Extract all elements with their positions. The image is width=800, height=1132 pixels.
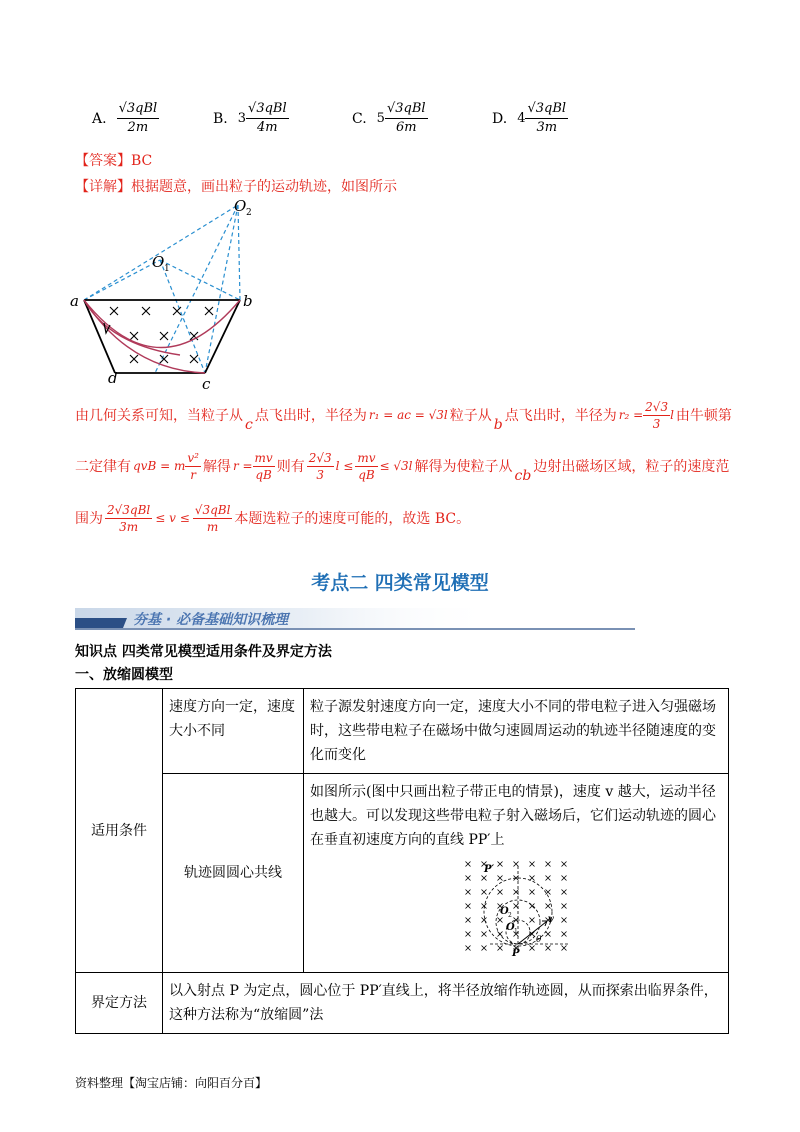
option-b-label: B. [213, 110, 228, 127]
explain-text: 粒子从 [449, 408, 492, 424]
field-cross [498, 862, 503, 867]
banner-text: 夯基 · 必备基础知识梳理 [133, 612, 289, 628]
field-cross [482, 932, 487, 937]
field-cross [546, 946, 551, 951]
explain-text: 则有 [276, 459, 305, 475]
option-d-label: D. [492, 110, 508, 127]
model-heading: 一、放缩圆模型 [75, 667, 173, 683]
explain-text: 本题选粒子的速度可能的，故选 BC。 [234, 511, 471, 527]
point-c-label: c [202, 375, 211, 390]
field-cross [530, 876, 535, 881]
explain-line-1 [75, 395, 735, 435]
section-title: 考点二 四类常见模型 [311, 572, 489, 594]
detail-tag: 【详解】 [75, 179, 131, 195]
field-cross [466, 946, 471, 951]
field-cross [466, 932, 471, 937]
explain-text: 点飞出时，半径为 [504, 408, 617, 424]
equation-fraction: $\frac{2√3}{3}$ [308, 450, 332, 482]
trajectory-figure [60, 195, 270, 390]
explain-text: 点飞出时，半径为 [254, 408, 367, 424]
equation-fraction: $\frac{\text{v²}}{r}$ [187, 450, 199, 482]
condition-cell: 轨迹圆圆心共线 [163, 774, 304, 973]
option-c-label: C. [352, 110, 367, 127]
field-cross [498, 890, 503, 895]
point-a-label: a [70, 292, 79, 310]
field-cross [514, 862, 519, 867]
field-cross [546, 932, 551, 937]
option-c-coef: 5 [376, 111, 385, 126]
equation: r₁ = ac = √3l [368, 408, 448, 422]
explain-text: 解得 [202, 459, 231, 475]
field-cross [530, 918, 535, 923]
point-ref: b [493, 417, 503, 433]
option-d-coef: 4 [517, 111, 526, 126]
option-b-fraction: $\frac{\text{√3qBl}}{4m}$ [248, 101, 287, 135]
equation-part: qvB = m [133, 459, 186, 473]
theta-label: θ [536, 935, 542, 945]
equation-part: l ≤ [335, 459, 354, 473]
field-cross [530, 890, 535, 895]
field-cross [498, 946, 503, 951]
method-cell: 界定方法 [76, 973, 163, 1034]
field-cross [546, 862, 551, 867]
edge-ref: cb [514, 468, 532, 484]
field-cross [482, 946, 487, 951]
explain-line-3 [75, 498, 735, 538]
o1-label: O [506, 922, 515, 933]
option-b-coef: 3 [237, 111, 247, 126]
field-cross [466, 890, 471, 895]
description-cell: 粒子源发射速度方向一定，速度大小不同的带电粒子进入匀强磁场时，这些带电粒子在磁场中做匀速圆周运动的轨迹半径随速度的变化而变化 [304, 689, 729, 774]
field-cross [482, 890, 487, 895]
field-cross [562, 890, 567, 895]
table-row [76, 689, 729, 774]
explain-text: 由牛顿第 [675, 408, 732, 424]
field-cross [562, 904, 567, 909]
field-cross [562, 918, 567, 923]
answer-tag: 【答案】 [75, 153, 131, 169]
footer-text: 资料整理【淘宝店铺：向阳百分百】 [75, 1076, 268, 1090]
explain-line-2 [75, 446, 735, 486]
answer-value: BC [131, 153, 153, 169]
equation-fraction: $\frac{\text{2√3qBl}}{3m}$ [107, 502, 151, 534]
v-label: v [548, 914, 554, 925]
answer-line [75, 150, 152, 170]
p-prime-label: P′ [484, 864, 495, 875]
point-o1-label: O [152, 253, 165, 271]
table-row [76, 973, 729, 1034]
field-cross [562, 876, 567, 881]
field-cross [546, 904, 551, 909]
explain-text: 围为 [75, 511, 103, 527]
equation [233, 450, 275, 483]
equation-fraction: $\frac{mv}{qB}$ [254, 450, 273, 482]
equation-fraction: $\frac{2√3}{3}$ [645, 399, 669, 431]
section-banner [75, 606, 725, 630]
option-a-fraction: $\frac{\text{√3qBl}}{2m}$ [118, 101, 158, 135]
explain-text: 解得为使粒子从 [414, 459, 513, 475]
equation-part: ≤ v ≤ [155, 511, 190, 525]
equation [105, 502, 232, 535]
equation [307, 450, 413, 483]
option-b [213, 100, 289, 137]
description-text: 如图所示(图中只画出粒子带正电的情景)，速度 v 越大，运动半径也越大。可以发现这些带电粒子射入磁场后，它们运动轨迹的圆心在垂直初速度方向的直线 PP′上 [310, 784, 716, 848]
field-cross [562, 932, 567, 937]
explain-text: 二定律有 [75, 459, 131, 475]
field-cross [466, 904, 471, 909]
method-description-cell: 以入射点 P 为定点，圆心位于 PP′直线上，将半径放缩作轨迹圆，从而探索出临界条件，这种方法称为“放缩圆”法 [163, 973, 729, 1034]
equation-part: l [670, 408, 674, 422]
field-cross [562, 946, 567, 951]
field-cross [466, 862, 471, 867]
option-c-fraction: $\frac{\text{√3qBl}}{6m}$ [386, 101, 426, 135]
equation-fraction: $\frac{mv}{qB}$ [357, 450, 376, 482]
equation-fraction: $\frac{\text{√3qBl}}{m}$ [194, 502, 231, 534]
table-row [76, 774, 729, 973]
field-cross [498, 918, 503, 923]
point-d-label: d [108, 369, 118, 387]
explain-text: 由几何关系可知，当粒子从 [75, 408, 243, 424]
field-cross [466, 918, 471, 923]
point-o1-subscript: 1 [164, 264, 170, 274]
field-cross [498, 876, 503, 881]
field-cross [546, 890, 551, 895]
field-cross [530, 946, 535, 951]
o1-subscript: 1 [514, 928, 518, 935]
option-c [352, 100, 428, 137]
scaling-circle-figure [460, 858, 580, 958]
option-a [92, 100, 159, 137]
p-label: P [512, 948, 520, 958]
point-o2-label: O [234, 197, 247, 215]
point-ref: c [245, 417, 253, 433]
model-table [75, 688, 729, 1034]
field-cross [482, 876, 487, 881]
description-cell [304, 774, 729, 973]
option-d [492, 100, 568, 137]
equation-part: r₂ = [618, 408, 644, 422]
explain-text: 边射出磁场区域，粒子的速度范 [533, 459, 730, 475]
option-a-label: A. [92, 110, 107, 127]
applicable-cell: 适用条件 [76, 689, 163, 973]
equation-part: r = [232, 459, 253, 473]
option-d-fraction: $\frac{\text{√3qBl}}{3m}$ [527, 101, 567, 135]
equation-part: ≤ √3l [379, 459, 413, 473]
o2-subscript: 2 [508, 912, 512, 919]
detail-line [75, 176, 397, 196]
field-cross [546, 876, 551, 881]
knowledge-point-title: 知识点 四类常见模型适用条件及界定方法 [75, 644, 332, 660]
detail-text: 根据题意，画出粒子的运动轨迹，如图所示 [131, 179, 397, 195]
condition-cell: 速度方向一定，速度大小不同 [163, 689, 304, 774]
o2-label: O [500, 906, 509, 917]
equation [619, 399, 674, 432]
field-cross [530, 904, 535, 909]
equation [133, 450, 201, 483]
field-cross [530, 862, 535, 867]
point-o2-subscript: 2 [246, 208, 252, 218]
field-cross [562, 862, 567, 867]
point-b-label: b [243, 292, 253, 310]
field-cross [466, 876, 471, 881]
